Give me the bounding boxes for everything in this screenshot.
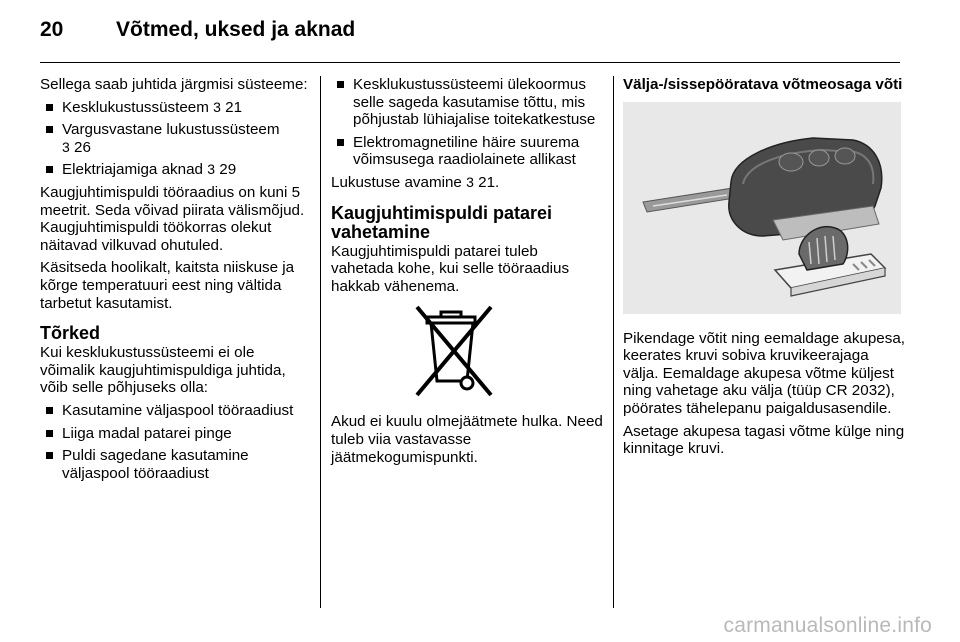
- xref-arrow-icon: 3: [207, 161, 216, 178]
- reinstall-paragraph: Asetage akupesa tagasi võtme külge ning kinnitage kruvi.: [623, 422, 905, 458]
- fault-intro: Kui kesklukustussüsteemi ei ole võimalik kaugjuhtimispuldiga juhtida, võib selle põhjuseks olla:: [40, 344, 286, 397]
- unlock-reference: Lukustuse avamine 3 21.: [331, 173, 500, 191]
- list-item: Kesklukustussüsteemi ülekoormus selle sageda kasutamise tõttu, mis põhjustab lühiajalise toitekatkestuse: [337, 76, 603, 129]
- xref-arrow-icon: 3: [213, 98, 221, 115]
- column-divider: [320, 76, 321, 608]
- battery-replace-paragraph: Pikendage võtit ning eemaldage akupesa, keerates kruvi sobiva kruvikeerajaga välja. Eemaldage akupesa võtme küljest ning vahetage aku välja (tüüp CR 2032), pöörates tähelepanu paigaldusasendile.: [623, 329, 906, 417]
- list-item: Kasutamine väljaspool tööraadiust: [46, 402, 310, 420]
- column-middle: [331, 76, 603, 471]
- care-paragraph: Käsitseda hoolikalt, kaitsta niiskuse ja kõrge temperatuuri eest ning vältida tarbetut kasutamist.: [40, 259, 295, 312]
- disposal-paragraph: Akud ei kuulu olmejäätmete hulka. Need tuleb viia vastavasse jäätmekogumispunkti.: [331, 413, 603, 466]
- key-heading: Välja-/sissepööratava võtmeosaga võti: [623, 76, 903, 93]
- xref-arrow-icon: 3: [466, 173, 474, 190]
- page-ref-link[interactable]: 26: [74, 138, 91, 156]
- intro-text: Sellega saab juhtida järgmisi süsteeme:: [40, 76, 308, 93]
- list-item: Kesklukustussüsteem 3 21: [46, 99, 310, 117]
- key-battery-icon: [623, 102, 901, 314]
- watermark: carmanualsonline.info: [723, 614, 932, 637]
- column-left: [40, 76, 310, 487]
- page-ref-link[interactable]: 29: [219, 161, 237, 179]
- range-paragraph: Kaugjuhtimispuldi tööraadius on kuni 5 meetrit. Seda võivad piirata välismõjud. Kaugjuhtimispuldi töökorras olekut näitavad vilkuvad ohutuled.: [40, 183, 305, 254]
- battery-heading: Kaugjuhtimispuldi patarei vahetamine: [331, 202, 553, 242]
- controlled-systems-list: [40, 99, 310, 179]
- fault-list-continued: [331, 76, 603, 169]
- list-item: Puldi sagedane kasutamine väljaspool tööraadiust: [46, 447, 310, 482]
- crossed-bin-icon: [415, 305, 495, 399]
- column-divider: [613, 76, 614, 608]
- list-item: Elektromagnetiline häire suurema võimsusega raadiolainete allikast: [337, 134, 603, 169]
- page-ref-link[interactable]: 21.: [478, 173, 500, 191]
- key-illustration: [623, 102, 901, 314]
- battery-paragraph: Kaugjuhtimispuldi patarei tuleb vahetada kohe, kui selle tööraadius hakkab vähenema.: [331, 242, 570, 295]
- page-ref-link[interactable]: 21: [225, 98, 243, 116]
- list-item: Elektriajamiga aknad 3 29: [46, 161, 310, 179]
- fault-heading: Tõrked: [40, 323, 101, 344]
- page-header: [40, 16, 900, 63]
- list-item: Liiga madal patarei pinge: [46, 425, 310, 443]
- page-number: 20: [40, 18, 64, 41]
- fault-list: [40, 402, 310, 482]
- xref-arrow-icon: 3: [62, 138, 70, 155]
- list-item: Vargusvastane lukustussüsteem 3 26: [46, 121, 310, 156]
- chapter-title: Võtmed, uksed ja aknad: [116, 18, 356, 41]
- column-right: [623, 76, 905, 463]
